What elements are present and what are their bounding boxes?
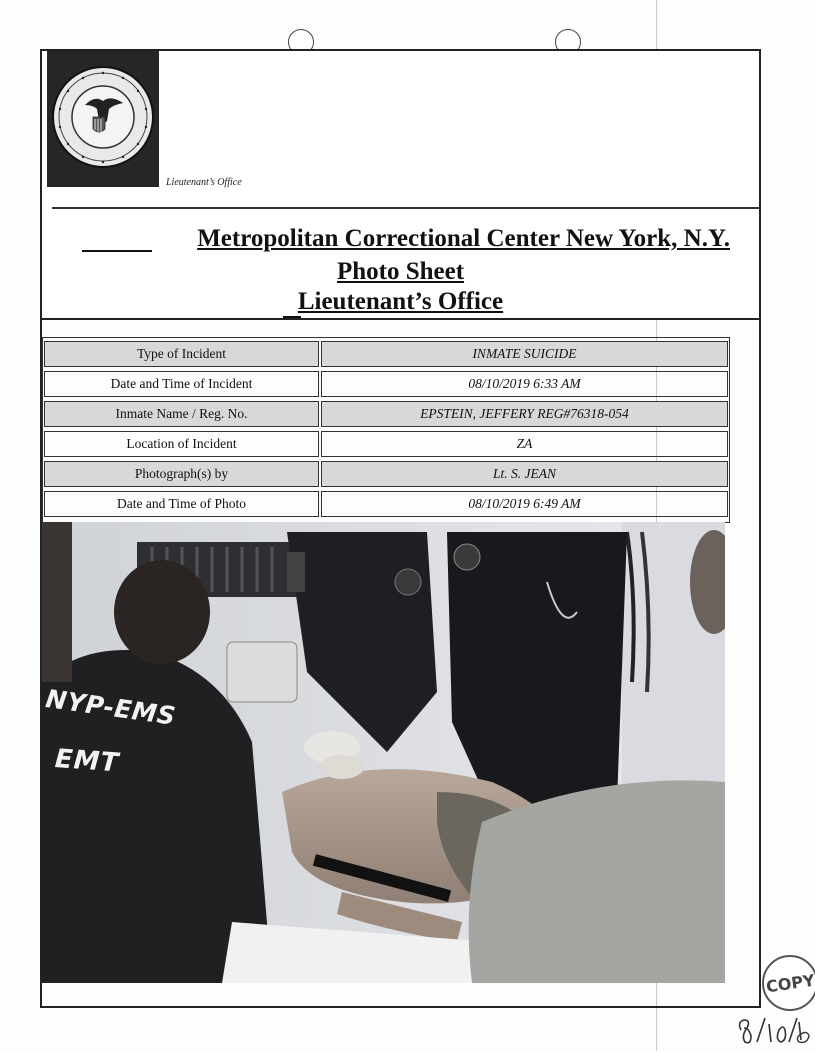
office-caption-small: Lieutenant’s Office (166, 177, 242, 188)
row-label: Date and Time of Incident (44, 371, 319, 397)
table-row (44, 461, 728, 489)
copy-stamp-text: COPY (764, 970, 815, 996)
row-value: EPSTEIN, JEFFERY REG#76318-054 (321, 401, 728, 427)
incident-photo (42, 522, 725, 983)
page-subtitle-office: Lieutenant’s Office (297, 288, 504, 315)
subtitle-underline-lead (283, 316, 301, 318)
handwritten-date-signature (735, 1012, 813, 1053)
table-row (44, 491, 728, 519)
row-value: 08/10/2019 6:49 AM (321, 491, 728, 517)
table-row (44, 341, 728, 369)
row-label: Location of Incident (44, 431, 319, 457)
jacket-text-emt: EMT (53, 744, 121, 779)
jacket-text-nyp-ems: NYP-EMS (43, 684, 178, 731)
header-divider (52, 207, 760, 209)
table-row (44, 431, 728, 459)
row-label: Inmate Name / Reg. No. (44, 401, 319, 427)
copy-stamp (762, 955, 815, 1011)
row-value: INMATE SUICIDE (321, 341, 728, 367)
row-value: 08/10/2019 6:33 AM (321, 371, 728, 397)
page-title: Metropolitan Correctional Center New York, N.Y. (197, 225, 730, 252)
page-subtitle: Photo Sheet (336, 258, 465, 285)
row-label: Date and Time of Photo (44, 491, 319, 517)
row-value: ZA (321, 431, 728, 457)
table-row (44, 401, 728, 429)
row-label: Photograph(s) by (44, 461, 319, 487)
row-label: Type of Incident (44, 341, 319, 367)
bop-seal-icon (47, 51, 159, 187)
table-row (44, 371, 728, 399)
row-value: Lt. S. JEAN (321, 461, 728, 487)
